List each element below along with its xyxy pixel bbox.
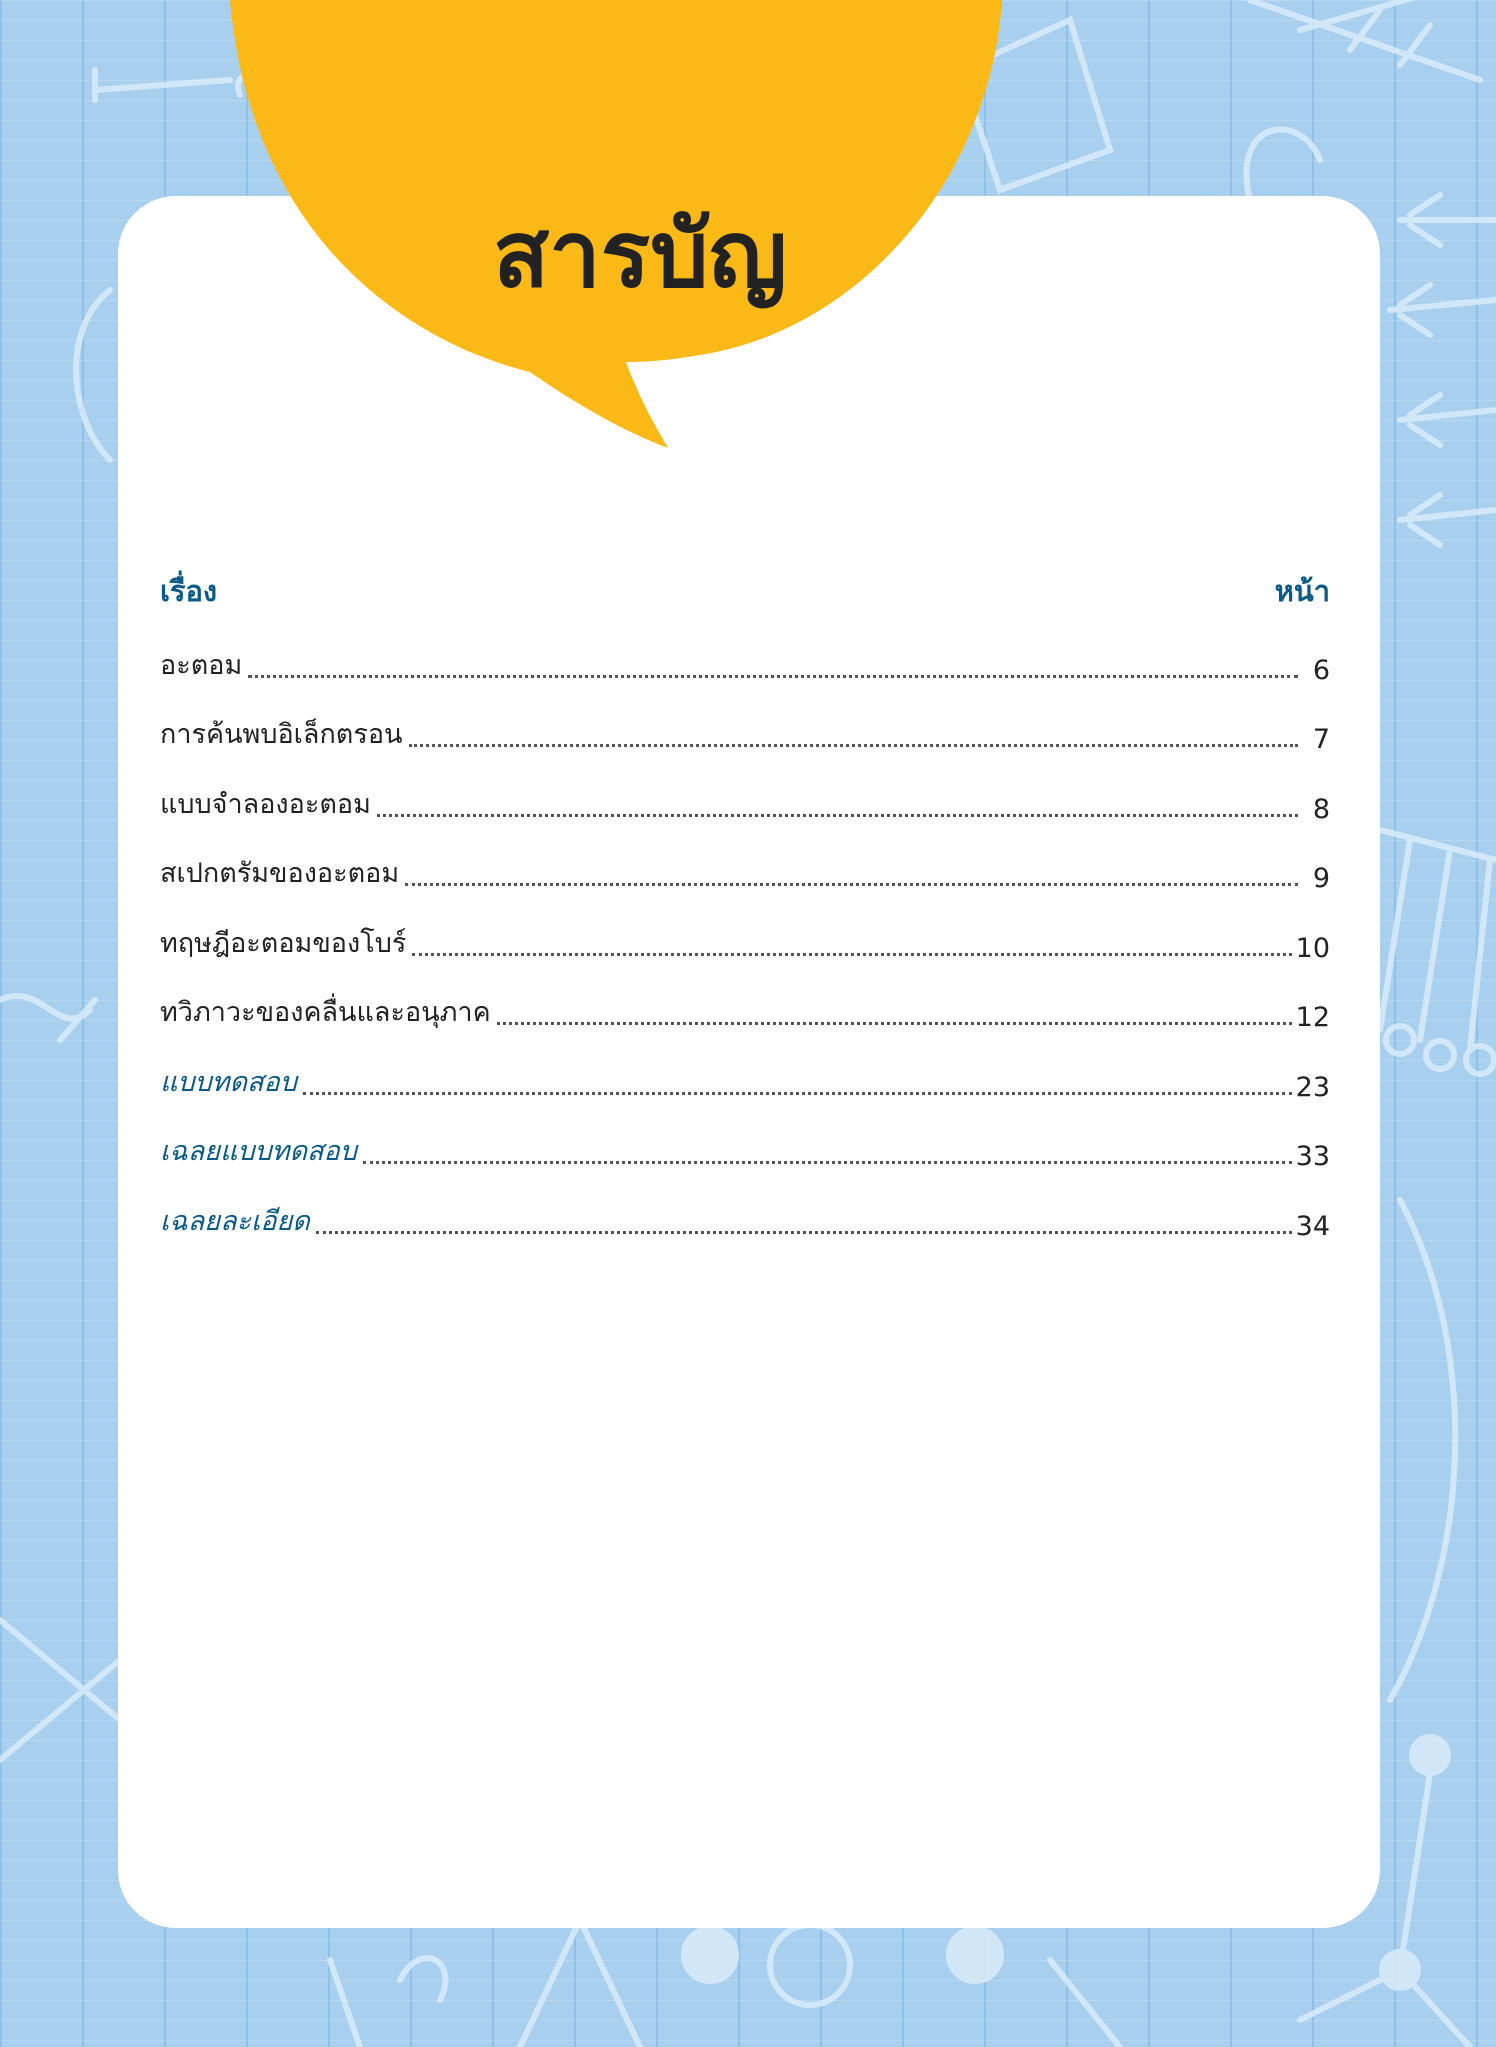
toc-entry[interactable] <box>160 1109 1330 1179</box>
toc-header-page: หน้า <box>1274 574 1330 608</box>
toc-entry-label: สเปกตรัมของอะตอม <box>160 858 400 889</box>
toc-entry-label: ทฤษฎีอะตอมของโบร์ <box>160 927 407 959</box>
toc-entry[interactable] <box>160 1039 1330 1109</box>
toc-entry[interactable] <box>160 831 1330 901</box>
toc-entry-page: 12 <box>1295 1002 1330 1033</box>
toc-entry[interactable] <box>160 900 1330 970</box>
dot-leader <box>497 1022 1292 1025</box>
dot-leader <box>377 814 1298 817</box>
toc-entry-page: 9 <box>1312 863 1330 894</box>
toc-entry-page: 7 <box>1312 724 1330 755</box>
toc-entry[interactable] <box>160 692 1330 762</box>
toc-entry-label: การค้นพบอิเล็กตรอน <box>160 719 403 750</box>
toc-entry-label: แบบทดสอบ <box>160 1066 297 1098</box>
toc-entry-label: อะตอม <box>160 649 243 681</box>
dot-leader <box>412 953 1291 956</box>
toc-entry-page: 8 <box>1312 793 1330 825</box>
dot-leader <box>248 675 1298 678</box>
toc-entry[interactable] <box>160 1178 1330 1248</box>
dot-leader <box>363 1161 1292 1164</box>
toc-entry-page: 23 <box>1295 1071 1330 1103</box>
toc-header <box>160 560 1330 622</box>
toc-entry-page: 10 <box>1295 932 1330 964</box>
toc-entry-label: แบบจำลองอะตอม <box>160 788 371 820</box>
table-of-contents <box>160 560 1330 1248</box>
toc-entry[interactable] <box>160 622 1330 692</box>
toc-entry-page: 33 <box>1295 1141 1330 1172</box>
dot-leader <box>316 1231 1292 1234</box>
page-title: สารบัญ <box>492 201 787 308</box>
dot-leader <box>409 744 1298 747</box>
toc-entry-label: เฉลยแบบทดสอบ <box>160 1136 357 1167</box>
toc-entry[interactable] <box>160 761 1330 831</box>
toc-entry-page: 6 <box>1312 654 1330 686</box>
dot-leader <box>405 883 1298 886</box>
toc-entry-page: 34 <box>1295 1210 1330 1242</box>
toc-entry-label: ทวิภาวะของคลื่นและอนุภาค <box>160 997 491 1028</box>
toc-entry[interactable] <box>160 970 1330 1040</box>
toc-entry-label: เฉลยละเอียด <box>160 1205 310 1237</box>
toc-header-topic: เรื่อง <box>160 574 218 608</box>
dot-leader <box>303 1092 1292 1095</box>
